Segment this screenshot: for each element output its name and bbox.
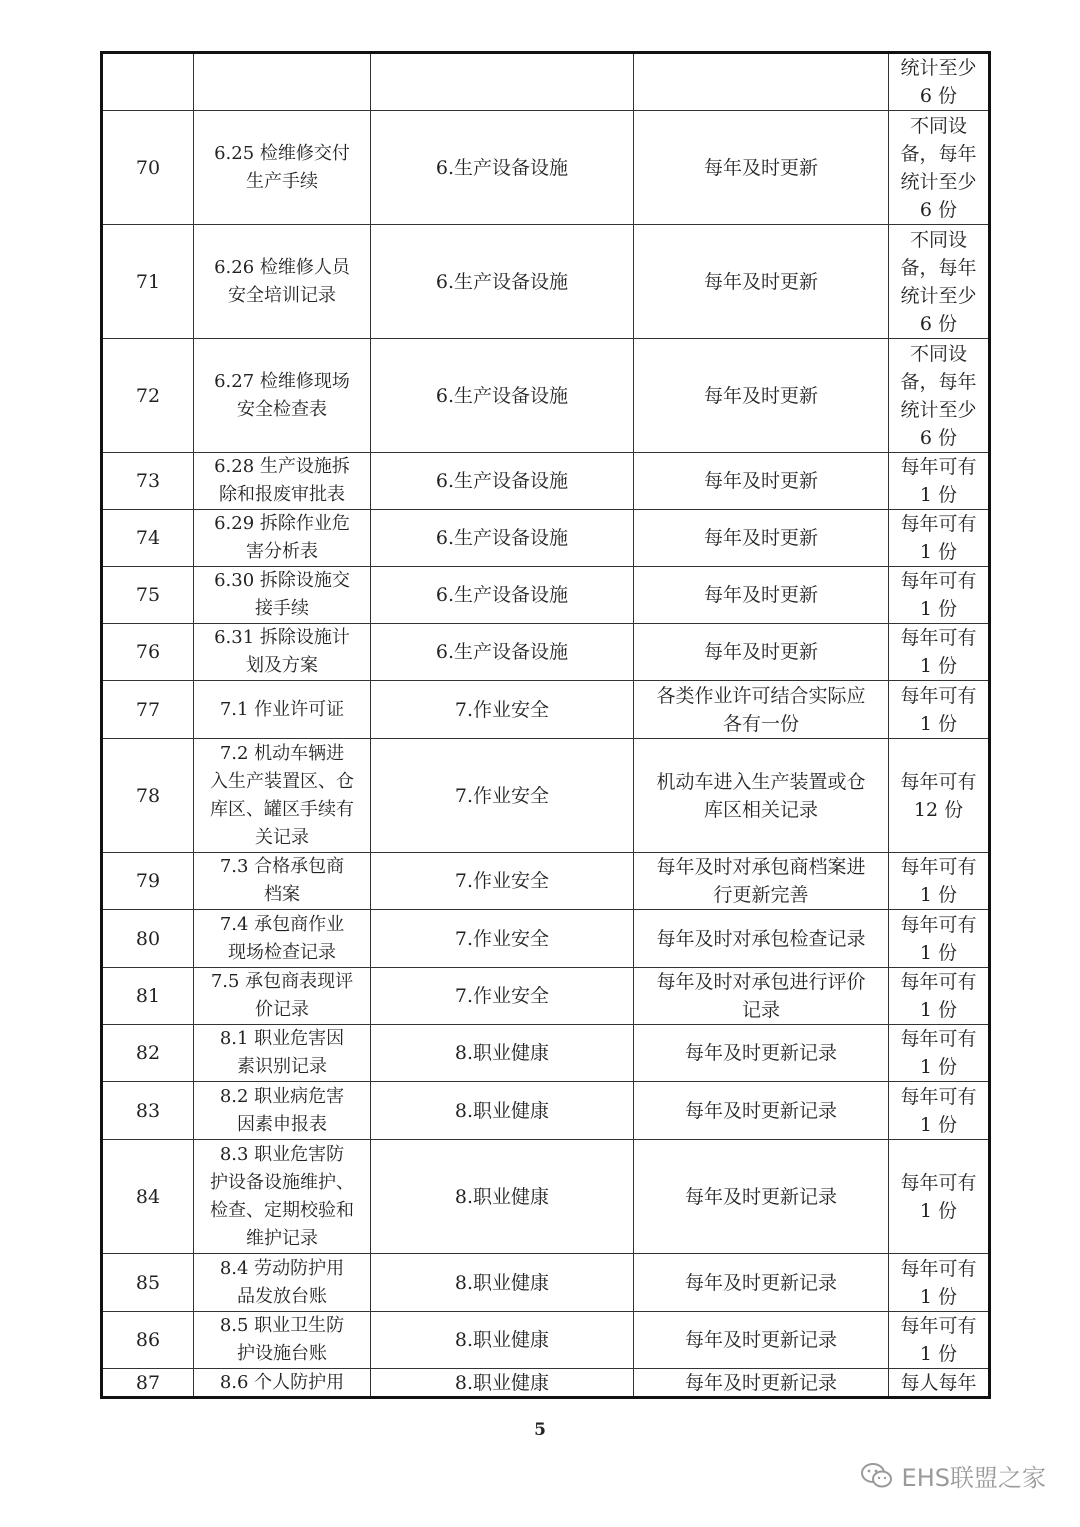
cell-category: 6.生产设备设施 <box>371 339 634 453</box>
cell-item: 6.30 拆除设施交 接手续 <box>194 567 371 624</box>
cell-count: 统计至少 6 份 <box>889 53 990 111</box>
table-row <box>102 968 990 1025</box>
table-row <box>102 1025 990 1082</box>
cell-no: 80 <box>102 910 194 968</box>
cell-no: 86 <box>102 1312 194 1369</box>
cell-count: 不同设 备，每年 统计至少 6 份 <box>889 225 990 339</box>
cell-requirement: 每年及时更新 <box>634 510 889 567</box>
page-number: 5 <box>534 1420 546 1440</box>
cell-category: 7.作业安全 <box>371 968 634 1025</box>
table-row <box>102 453 990 510</box>
cell-count: 每年可有 1 份 <box>889 1254 990 1312</box>
cell-requirement: 每年及时更新记录 <box>634 1369 889 1398</box>
table-row <box>102 1312 990 1369</box>
table-row <box>102 510 990 567</box>
cell-category: 6.生产设备设施 <box>371 225 634 339</box>
cell-requirement: 每年及时更新 <box>634 567 889 624</box>
cell-requirement <box>634 53 889 111</box>
cell-category: 8.职业健康 <box>371 1082 634 1140</box>
cell-count: 每年可有 1 份 <box>889 1312 990 1369</box>
table-row <box>102 1140 990 1254</box>
cell-category: 6.生产设备设施 <box>371 567 634 624</box>
watermark <box>860 1458 1046 1493</box>
table-row <box>102 853 990 910</box>
cell-count: 每年可有 1 份 <box>889 1140 990 1254</box>
table-row <box>102 225 990 339</box>
table-row <box>102 624 990 681</box>
cell-requirement: 每年及时更新记录 <box>634 1025 889 1082</box>
cell-requirement: 每年及时对承包进行评价 记录 <box>634 968 889 1025</box>
table-row <box>102 910 990 968</box>
cell-requirement: 每年及时更新记录 <box>634 1254 889 1312</box>
cell-no <box>102 53 194 111</box>
cell-category: 6.生产设备设施 <box>371 624 634 681</box>
cell-requirement: 每年及时对承包检查记录 <box>634 910 889 968</box>
cell-count: 每年可有 1 份 <box>889 1082 990 1140</box>
table-row <box>102 339 990 453</box>
cell-item: 8.4 劳动防护用 品发放台账 <box>194 1254 371 1312</box>
cell-item: 8.3 职业危害防 护设备设施维护、 检查、定期校验和 维护记录 <box>194 1140 371 1254</box>
cell-no: 83 <box>102 1082 194 1140</box>
cell-no: 85 <box>102 1254 194 1312</box>
cell-item: 8.5 职业卫生防 护设施台账 <box>194 1312 371 1369</box>
cell-requirement: 每年及时更新 <box>634 624 889 681</box>
cell-count: 每年可有 1 份 <box>889 624 990 681</box>
cell-no: 74 <box>102 510 194 567</box>
cell-item: 6.28 生产设施拆 除和报废审批表 <box>194 453 371 510</box>
cell-item: 7.5 承包商表现评 价记录 <box>194 968 371 1025</box>
cell-item: 6.25 检维修交付 生产手续 <box>194 111 371 225</box>
cell-requirement: 机动车进入生产装置或仓 库区相关记录 <box>634 739 889 853</box>
cell-no: 77 <box>102 681 194 739</box>
cell-item: 6.29 拆除作业危 害分析表 <box>194 510 371 567</box>
cell-no: 78 <box>102 739 194 853</box>
cell-category: 8.职业健康 <box>371 1254 634 1312</box>
table-row <box>102 53 990 111</box>
cell-requirement: 每年及时更新 <box>634 225 889 339</box>
cell-item: 7.3 合格承包商 档案 <box>194 853 371 910</box>
cell-no: 72 <box>102 339 194 453</box>
table-row <box>102 1082 990 1140</box>
cell-no: 76 <box>102 624 194 681</box>
wechat-icon <box>860 1461 894 1491</box>
cell-item: 8.1 职业危害因 素识别记录 <box>194 1025 371 1082</box>
cell-item: 8.6 个人防护用 <box>194 1369 371 1398</box>
table-row <box>102 1369 990 1398</box>
cell-no: 79 <box>102 853 194 910</box>
cell-category: 8.职业健康 <box>371 1369 634 1398</box>
cell-category: 6.生产设备设施 <box>371 111 634 225</box>
watermark-text: EHS联盟之家 <box>901 1464 1046 1492</box>
cell-count: 每年可有 12 份 <box>889 739 990 853</box>
cell-category: 8.职业健康 <box>371 1025 634 1082</box>
table-row <box>102 111 990 225</box>
cell-category: 7.作业安全 <box>371 853 634 910</box>
cell-no: 71 <box>102 225 194 339</box>
table-row <box>102 567 990 624</box>
cell-requirement: 每年及时更新记录 <box>634 1312 889 1369</box>
table-row <box>102 1254 990 1312</box>
cell-item: 7.1 作业许可证 <box>194 681 371 739</box>
cell-no: 81 <box>102 968 194 1025</box>
cell-category: 7.作业安全 <box>371 681 634 739</box>
cell-count: 每人每年 <box>889 1369 990 1398</box>
cell-count: 每年可有 1 份 <box>889 1025 990 1082</box>
cell-requirement: 各类作业许可结合实际应 各有一份 <box>634 681 889 739</box>
cell-category: 8.职业健康 <box>371 1140 634 1254</box>
cell-requirement: 每年及时对承包商档案进 行更新完善 <box>634 853 889 910</box>
cell-count: 每年可有 1 份 <box>889 853 990 910</box>
cell-no: 73 <box>102 453 194 510</box>
cell-item: 6.26 检维修人员 安全培训记录 <box>194 225 371 339</box>
cell-no: 82 <box>102 1025 194 1082</box>
table-row <box>102 739 990 853</box>
cell-category: 6.生产设备设施 <box>371 453 634 510</box>
cell-item: 6.27 检维修现场 安全检查表 <box>194 339 371 453</box>
cell-requirement: 每年及时更新 <box>634 339 889 453</box>
cell-category: 6.生产设备设施 <box>371 510 634 567</box>
cell-no: 75 <box>102 567 194 624</box>
cell-requirement: 每年及时更新记录 <box>634 1140 889 1254</box>
cell-item: 7.2 机动车辆进 入生产装置区、仓 库区、罐区手续有 关记录 <box>194 739 371 853</box>
cell-count: 每年可有 1 份 <box>889 453 990 510</box>
cell-count: 每年可有 1 份 <box>889 510 990 567</box>
table-row <box>102 681 990 739</box>
cell-count: 每年可有 1 份 <box>889 910 990 968</box>
cell-category: 7.作业安全 <box>371 739 634 853</box>
cell-item: 7.4 承包商作业 现场检查记录 <box>194 910 371 968</box>
cell-count: 每年可有 1 份 <box>889 567 990 624</box>
cell-count: 每年可有 1 份 <box>889 968 990 1025</box>
cell-no: 70 <box>102 111 194 225</box>
cell-count: 不同设 备，每年 统计至少 6 份 <box>889 111 990 225</box>
cell-item: 8.2 职业病危害 因素申报表 <box>194 1082 371 1140</box>
cell-category <box>371 53 634 111</box>
cell-category: 7.作业安全 <box>371 910 634 968</box>
cell-item: 6.31 拆除设施计 划及方案 <box>194 624 371 681</box>
cell-requirement: 每年及时更新记录 <box>634 1082 889 1140</box>
cell-count: 每年可有 1 份 <box>889 681 990 739</box>
cell-no: 84 <box>102 1140 194 1254</box>
cell-count: 不同设 备，每年 统计至少 6 份 <box>889 339 990 453</box>
cell-no: 87 <box>102 1369 194 1398</box>
cell-item <box>194 53 371 111</box>
cell-requirement: 每年及时更新 <box>634 111 889 225</box>
table-body <box>102 53 990 1398</box>
cell-category: 8.职业健康 <box>371 1312 634 1369</box>
cell-requirement: 每年及时更新 <box>634 453 889 510</box>
records-table <box>100 51 991 1399</box>
